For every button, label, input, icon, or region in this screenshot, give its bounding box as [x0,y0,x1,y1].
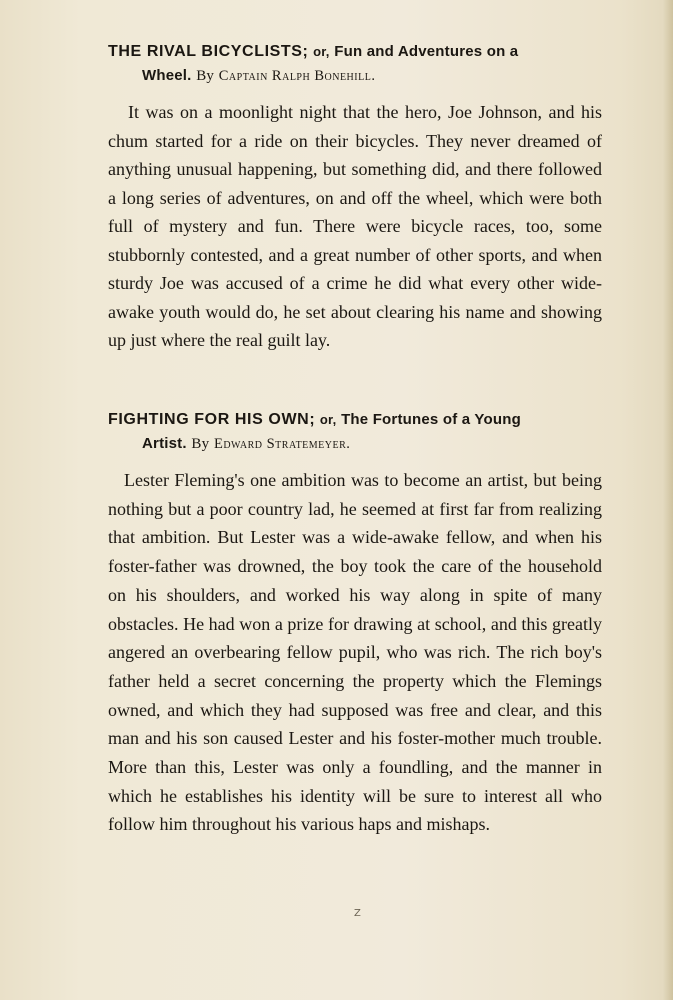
entry-heading [108,408,602,456]
page-edge-shadow [663,0,673,1000]
book-subtitle-end: Wheel. [142,67,192,84]
heading-second-line [108,432,602,456]
by-label: By [191,436,210,452]
book-title: FIGHTING FOR HIS OWN; [108,411,316,428]
book-author: Captain Ralph Bonehill. [218,68,376,84]
title-connector: or, [319,412,337,427]
book-summary: Lester Fleming's one ambition was to become an artist, but being nothing but a poor country lad, he seemed at first far from realizing that ambition. But Lester was a wide-awake fellow, and when his foster-father was drowned, the boy took the care of the household on his shoulders, and worked his way along in spite of many obstacles. He had won a prize for drawing at school, and this greatly angered an overbearing fellow pupil, who was rich. The rich boy's father held a secret concerning the property which the Flemings owned, and which they had supposed was free and clear, and this man and his son caused Lester and his foster-mother much trouble. More than this, Lester was only a foundling, and the manner in which he establishes his identity will be sure to interest all who follow him throughout his various haps and mishaps. [108,470,602,835]
book-subtitle-end: Artist. [142,435,187,452]
book-entry-rival-bicyclists [108,40,602,355]
title-connector: or, [313,44,330,59]
by-label: By [196,68,215,84]
book-subtitle: The Fortunes of a Young [341,411,521,428]
book-summary: It was on a moonlight night that the hero, Joe Johnson, and his chum started for a ride on their bicycles. They never dreamed of anything unusual happening, but something did, and there followed a long series of adventures, on and off the wheel, which were both full of mystery and fun. There were bicycle races, too, some stubbornly contested, and a great number of other sports, and when sturdy Joe was accused of a crime he did what every other wide-awake youth would do, he set about clearing his name and showing up just where the real guilt lay. [108,102,602,350]
book-author: Edward Stratemeyer. [213,436,351,452]
heading-second-line [108,64,602,88]
page-mark: Z [354,908,361,919]
book-subtitle: Fun and Adventures on a [334,43,519,60]
book-entry-fighting-for-his-own [108,408,602,839]
entry-heading [108,40,602,88]
book-title: THE RIVAL BICYCLISTS; [108,43,309,60]
